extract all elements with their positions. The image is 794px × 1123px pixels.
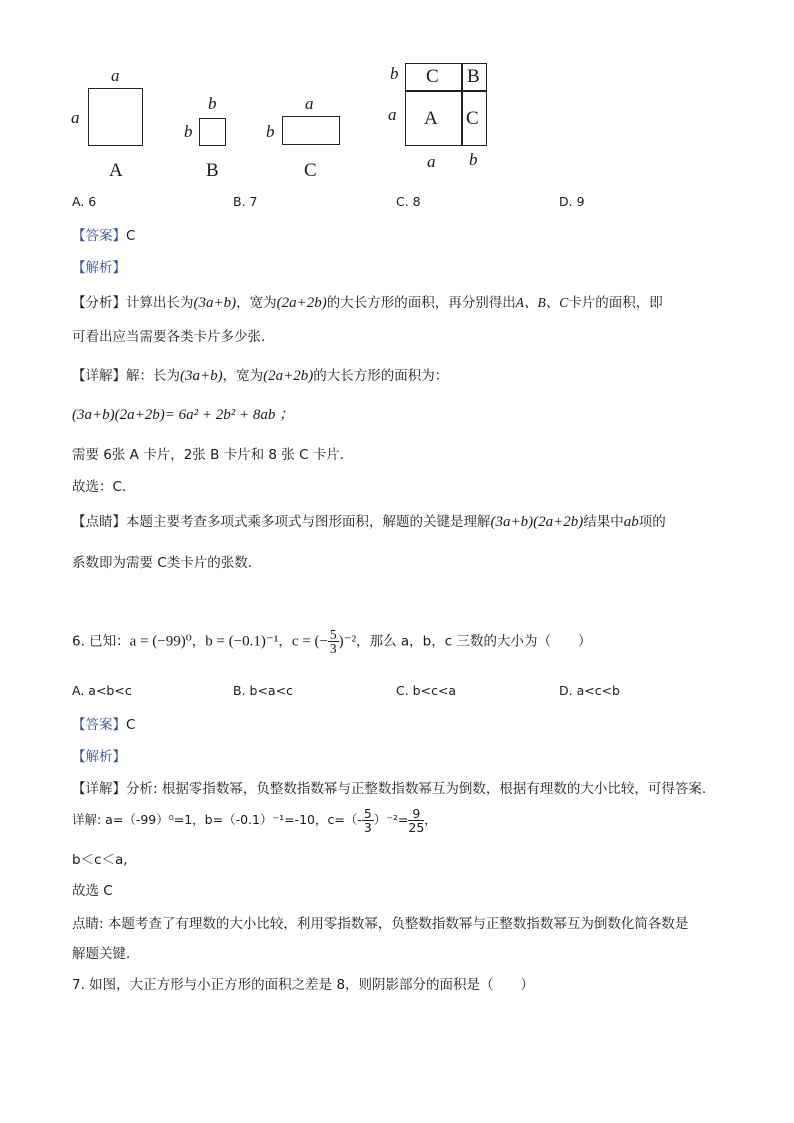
- q5-dianjing-expr: (3a+b)(2a+2b): [490, 514, 584, 530]
- q5-fenxi-label: 【分析】: [72, 295, 126, 311]
- q5-detail-expr-2a2b: (2a+2b): [263, 368, 314, 384]
- square-b-name: B: [206, 160, 219, 181]
- q6-answer: C: [126, 717, 136, 733]
- q5-detail-text-c: 的大长方形的面积为：: [313, 368, 449, 384]
- square-a-left-label: a: [71, 108, 80, 127]
- q6-analysis-label: 【解析】: [72, 749, 126, 765]
- q5-need: 需要 6张 A 卡片，2张 B 卡片和 8 张 C 卡片．: [72, 447, 354, 463]
- composite-bottom-label-a: a: [427, 152, 436, 171]
- q6-stem: 6. 已知：a = (−99)⁰，b = (−0.1)⁻¹，c = (− $\frac{5}{3}$ )⁻²，那么 a，b，c 三数的大小为（ ）: [72, 627, 592, 656]
- q6-detail-calc-a: 详解: a=（-99）⁰=1，b=（-0.1）⁻¹=-10，c=（-: [72, 812, 362, 827]
- q5-fenxi-line2: 可看出应当需要各类卡片多少张．: [72, 329, 275, 345]
- composite-h-divider: [405, 90, 487, 92]
- square-b-top-label: b: [208, 94, 217, 113]
- q6-detail-rfrac-num: 9: [408, 807, 424, 821]
- square-a-top-label: a: [111, 66, 120, 85]
- q6-detail-label: 【详解】: [72, 781, 126, 797]
- q6-answer-line: [72, 713, 135, 733]
- q5-detail-text-b: ，宽为: [222, 368, 264, 384]
- q6-option-c: C. b<c<a: [396, 683, 457, 698]
- rect-c-top-label: a: [305, 94, 314, 113]
- q6-answer-label: 【答案】: [72, 717, 126, 733]
- composite-v-divider: [461, 63, 463, 146]
- q5-dianjing-text-e: 项的: [638, 514, 666, 530]
- q6-c-fraction: [328, 628, 339, 655]
- q5-analysis-label: 【解析】: [72, 260, 126, 276]
- square-a-name: A: [109, 160, 123, 181]
- q5-answer: C: [126, 228, 136, 244]
- q6-a-expr: a = (−99)⁰: [129, 633, 192, 650]
- square-b-left-label: b: [184, 122, 193, 141]
- square-b-shape: [199, 118, 226, 146]
- q6-detail-line2: [72, 807, 437, 834]
- q5-fenxi-text-c: 的大长方形的面积，再分别得出: [326, 295, 516, 311]
- q5-fenxi-expr-3ab: (3a+b): [193, 295, 237, 311]
- composite-left-label-a: a: [388, 105, 397, 124]
- cell-top-left: C: [426, 66, 439, 87]
- q6-dianjing-line1: 点睛: 本题考查了有理数的大小比较，利用零指数幂，负整数指数幂与正整数指数幂互为倒数化简各数是: [72, 916, 689, 932]
- composite-left-label-b: b: [390, 64, 399, 83]
- q6-option-d: D. a<c<b: [559, 683, 620, 698]
- q6-detail-calc-b: ）⁻²=: [373, 812, 409, 827]
- composite-bottom-label-b: b: [469, 150, 478, 169]
- q6-choose: 故选 C: [72, 883, 113, 899]
- q6-stem-suffix: ，那么 a，b，c 三数的大小为（ ）: [356, 633, 592, 650]
- q6-stem-prefix: 6. 已知：: [72, 633, 130, 650]
- cell-bottom-right: C: [466, 108, 479, 129]
- q6-option-a: A. a<b<c: [72, 683, 132, 698]
- q6-detail-frac-5-3: [362, 807, 374, 834]
- q5-dianjing-line2: 系数即为需要 C类卡片的张数．: [72, 555, 262, 571]
- q6-detail-frac-num: 5: [363, 806, 372, 821]
- q5-dianjing-line1: [72, 510, 666, 531]
- q6-detail-frac-9-25: [408, 807, 424, 834]
- q5-option-c: C. 8: [396, 194, 421, 209]
- q6-detail-analysis: 分析: 根据零指数幂，负整数指数幂与正整数指数幂互为倒数，根据有理数的大小比较，可得答案.: [126, 781, 707, 797]
- q6-detail-calc-c: ，: [424, 812, 437, 827]
- q5-dianjing-label: 【点睛】: [72, 514, 126, 530]
- rect-c-name: C: [304, 160, 317, 181]
- q6-c-num: 5: [329, 627, 337, 642]
- rect-c-left-label: b: [266, 122, 275, 141]
- q5-option-b: B. 7: [233, 194, 258, 209]
- q5-dianjing-ab: ab: [623, 514, 639, 530]
- q5-detail-text-a: 解：长为: [126, 368, 180, 384]
- q5-option-a: A. 6: [72, 194, 97, 209]
- q5-dianjing-text-a: 本题主要考查多项式乘多项式与图形面积，解题的关键是理解: [126, 514, 491, 530]
- q5-detail-label: 【详解】: [72, 368, 126, 384]
- q5-fenxi-abc: A、B、C: [515, 295, 569, 310]
- q6-detail-rfrac-den: 25: [408, 820, 425, 835]
- q6-c-den: 3: [329, 641, 337, 656]
- q5-fenxi-line1: [72, 291, 663, 312]
- q5-equation: (3a+b)(2a+2b)= 6a² + 2b² + 8ab ；: [72, 407, 295, 423]
- q6-option-b: B. b<a<c: [233, 683, 293, 698]
- q6-dianjing-line2: 解题关键．: [72, 946, 140, 962]
- q7-stem: 7. 如图，大正方形与小正方形的面积之差是 8，则阴影部分的面积是（ ）: [72, 977, 535, 993]
- q5-detail-line1: [72, 364, 448, 385]
- q5-fenxi-expr-2a2b: (2a+2b): [276, 295, 327, 311]
- cell-bottom-left: A: [424, 108, 438, 129]
- q6-detail-frac-den: 3: [363, 820, 372, 835]
- square-a-shape: [88, 88, 143, 146]
- q6-b-expr: b = (−0.1)⁻¹: [205, 633, 279, 650]
- q5-fenxi-text-e: 卡片的面积，即: [568, 295, 663, 311]
- q6-order: b＜c＜a,: [72, 852, 128, 868]
- q5-answer-line: [72, 224, 135, 244]
- q6-c-post: )⁻²: [338, 633, 357, 650]
- q5-option-d: D. 9: [559, 194, 585, 209]
- q5-answer-label: 【答案】: [72, 228, 126, 244]
- cell-top-right: B: [467, 66, 480, 87]
- q6-c-pre: c = (−: [291, 633, 328, 650]
- q5-choose: 故选：C．: [72, 479, 136, 495]
- rect-c-shape: [282, 116, 340, 145]
- q5-dianjing-text-c: 结果中: [583, 514, 624, 530]
- q5-detail-expr-3ab: (3a+b): [180, 368, 223, 384]
- q5-fenxi-text-b: ，宽为: [236, 295, 277, 311]
- q6-detail-line1: [72, 777, 732, 797]
- q5-fenxi-text-a: 计算出长为: [126, 295, 194, 311]
